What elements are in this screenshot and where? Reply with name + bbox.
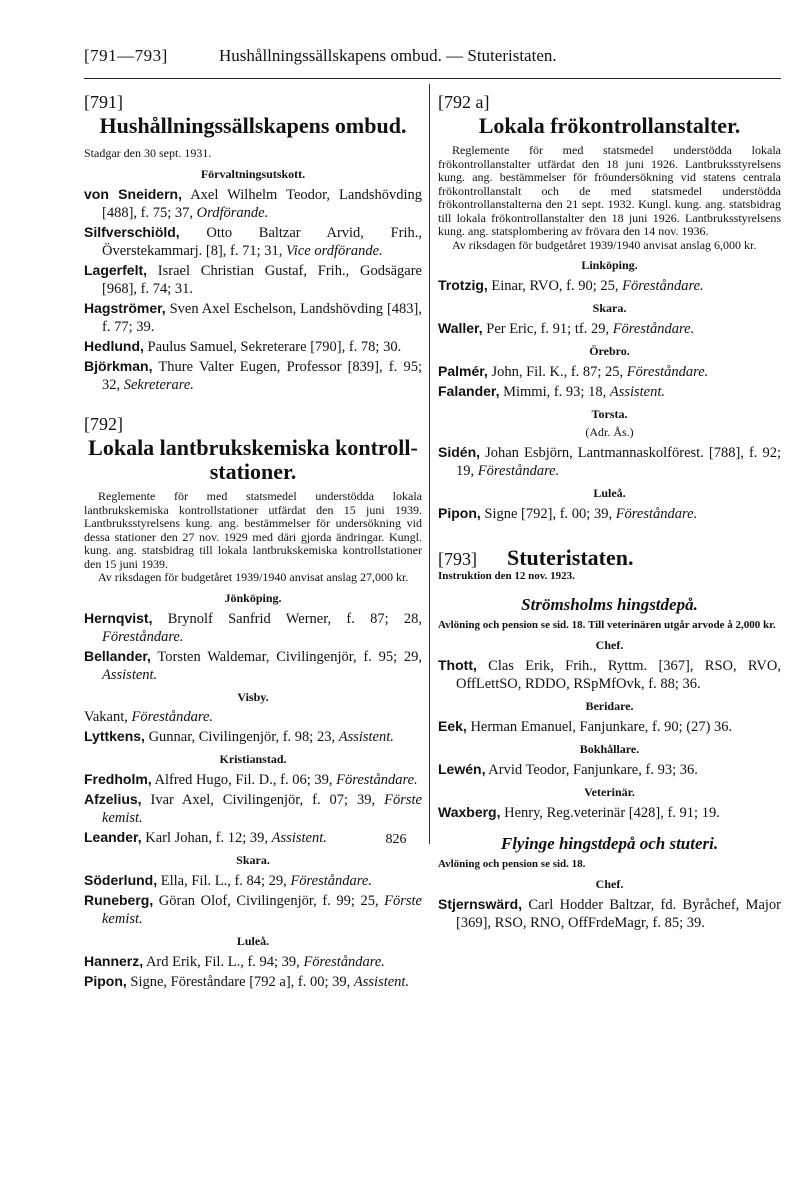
person-entry [84, 770, 422, 789]
person-details: Mimmi, f. 93; 18, [499, 384, 610, 400]
section-number-792: [792] [84, 414, 123, 434]
person-name: Björkman, [84, 358, 153, 374]
location-heading: Kristianstad. [219, 751, 287, 766]
person-name: Silfverschiöld, [84, 224, 180, 240]
person-entry [438, 504, 781, 523]
person-name: Söderlund, [84, 871, 158, 888]
section-title-792: Lokala lantbrukskemiska kontroll-stationer. [88, 435, 418, 484]
person-role: Vice ordförande. [286, 243, 383, 259]
person-name: Eek, [438, 718, 467, 734]
person-details: Israel Christian Gustaf, Frih., Godsägare [968], f. 74; 31. [102, 263, 422, 297]
column-divider [429, 84, 430, 844]
depa-title-stromsholm: Strömsholms hingstdepå. [521, 595, 698, 614]
person-name: von Sneidern, [84, 186, 182, 202]
location-heading: Beridare. [585, 699, 634, 713]
section-number-793: [793] [438, 549, 477, 569]
running-title: Hushållningssällskapens ombud. — Stuteristaten. [219, 46, 557, 65]
person-details: Carl Hodder Baltzar, fd. Byråchef, Major [369], RSO, RNO, OffFrdeMagr, f. 85; 39. [456, 897, 781, 931]
page-range: [791—793] [84, 46, 168, 65]
person-role: Föreståndare. [615, 506, 698, 522]
person-entry [438, 656, 781, 693]
person-entry [84, 609, 422, 646]
person-details: Johan Esbjörn, Lantmannaskolförest. [788], f. 92; 19, [456, 445, 781, 479]
person-role: Assistent. [102, 666, 158, 683]
page-number: 826 [385, 832, 407, 847]
person-entry [438, 276, 781, 295]
person-details: Ivar Axel, Civilingenjör, f. 07; 39, [141, 791, 385, 808]
person-details: John, Fil. K., f. 87; 25, [487, 364, 627, 380]
person-details: Karl Johan, f. 12; 39, [141, 829, 272, 846]
person-details: Axel Wilhelm Teodor, Landshövding [488], f. 75; 37, [102, 187, 422, 221]
person-entry [84, 727, 422, 746]
location-heading: Bokhållare. [579, 742, 640, 756]
person-entry [84, 299, 422, 336]
location-heading: Linköping. [581, 258, 638, 272]
person-name: Pipon, [438, 505, 481, 521]
person-entry [438, 717, 781, 736]
person-details: Torsten Waldemar, Civilingenjör, f. 95; 29, [150, 648, 422, 665]
person-role: Föreståndare. [131, 708, 214, 725]
anslag-792a: Av riksdagen för budgetåret 1939/1940 anvisat anslag 6,000 kr. [452, 237, 757, 252]
person-entry [438, 895, 781, 932]
person-details: Thure Valter Eugen, Professor [839], f. 95; 32, [102, 359, 422, 393]
person-details: Einar, RVO, f. 90; 25, [487, 278, 623, 294]
person-entry [84, 337, 422, 356]
intro-792-text: Reglemente för med statsmedel understödda lokala lantbrukskemiska kontrollstationer utfärdat den 15 juni 1939. Lantbruksstyrelsens kung. ang. bestämmelser för undersökning vid dessa stationer den 27 nov. 1929 med däri gjorda ändringar. Kungl. kung. ang. statsbidrag till lokala lantbrukskemiska kontrollstationer den 15 juni 1939. [84, 489, 422, 571]
person-role: Föreståndare. [290, 872, 372, 889]
person-name: Lewén, [438, 761, 486, 777]
location-heading: Luleå. [236, 933, 270, 948]
person-entry [84, 790, 422, 827]
depa-note-flyinge: Avlöning och pension se sid. 18. [438, 858, 586, 870]
person-role: Föreståndare. [626, 364, 709, 380]
person-details: Vakant, [84, 708, 132, 725]
right-column [438, 84, 781, 933]
person-details: Per Eric, f. 91; tf. 29, [482, 321, 613, 337]
person-role: Assistent. [271, 829, 327, 846]
entry-list-791 [84, 185, 422, 394]
station-list-792a [438, 258, 781, 523]
location-heading: Luleå. [593, 486, 626, 500]
depa-staff-flyinge [438, 877, 781, 932]
left-column [84, 84, 422, 992]
person-name: Hagströmer, [84, 300, 166, 316]
location-heading: Jönköping. [224, 590, 282, 605]
person-name: Hedlund, [84, 338, 144, 354]
heading-forvaltningsutskott: Förvaltningsutskott. [200, 167, 306, 181]
anslag-792: Av riksdagen för budgetåret 1939/1940 anvisat anslag 27,000 kr. [98, 570, 409, 584]
person-entry [84, 223, 422, 260]
location-heading: Chef. [595, 877, 624, 891]
intro-792 [84, 490, 422, 585]
stadgar-791: Stadgar den 30 sept. 1931. [84, 146, 212, 160]
person-entry [84, 972, 422, 991]
section-title-791: Hushållningssällskapens ombud. [99, 113, 407, 138]
running-header [84, 46, 781, 79]
person-entry [438, 319, 781, 338]
section-title-793: Stuteristaten. [507, 545, 634, 570]
person-name: Hannerz, [84, 952, 144, 969]
person-details: Arvid Teodor, Fanjunkare, f. 93; 36. [485, 762, 698, 778]
section-title-792a: Lokala frökontrollanstalter. [478, 113, 741, 138]
location-heading: Örebro. [589, 344, 630, 358]
person-details: Otto Baltzar Arvid, Frih., Överstekammarj. [8], f. 71; 31, [102, 225, 422, 259]
person-name: Falander, [438, 383, 500, 399]
person-role: Assistent. [353, 973, 410, 990]
person-entry [84, 185, 422, 222]
person-details: Brynolf Sanfrid Werner, f. 87; 28, [152, 610, 422, 627]
person-details: Paulus Samuel, Sekreterare [790], f. 78; 30. [143, 339, 402, 355]
person-details: Clas Erik, Frih., Ryttm. [367], RSO, RVO, OffLettSO, RDDO, RSpMfOvk, f. 88; 36. [456, 658, 781, 692]
person-role: Föreståndare. [622, 278, 704, 294]
person-details: Gunnar, Civilingenjör, f. 98; 23, [144, 728, 339, 745]
person-role: Ordförande. [196, 205, 269, 221]
section-number-792a: [792 a] [438, 92, 490, 112]
person-entry [438, 803, 781, 822]
person-name: Waller, [438, 320, 483, 336]
person-entry [84, 357, 422, 394]
location-heading: Skara. [236, 852, 270, 867]
location-address: (Adr. Ås.) [585, 425, 634, 439]
person-role: Föreståndare. [303, 953, 385, 970]
location-heading: Chef. [595, 638, 624, 652]
person-entry [84, 647, 422, 684]
person-role: Föreståndare. [336, 771, 418, 788]
person-role: Assistent. [609, 384, 666, 400]
person-name: Bellander, [84, 647, 151, 664]
person-details: Sven Axel Eschelson, Landshövding [483], f. 77; 39. [102, 301, 422, 335]
person-name: Hernqvist, [84, 609, 153, 626]
person-name: Thott, [438, 657, 477, 673]
location-heading: Visby. [237, 689, 269, 704]
intro-792a [438, 144, 781, 252]
person-role: Förste kemist. [102, 892, 422, 927]
person-entry [438, 382, 781, 401]
person-role: Förste kemist. [102, 791, 422, 826]
person-name: Palmér, [438, 363, 488, 379]
section-header-793 [438, 541, 781, 570]
instruktion-793: Instruktion den 12 nov. 1923. [438, 570, 575, 582]
person-name: Trotzig, [438, 277, 488, 293]
depa-staff-stromsholm [438, 638, 781, 822]
person-name: Runeberg, [84, 891, 154, 908]
person-name: Leander, [84, 828, 142, 845]
location-heading: Torsta. [591, 407, 628, 421]
person-details: Henry, Reg.veterinär [428], f. 91; 19. [500, 805, 720, 821]
person-name: Afzelius, [84, 790, 142, 807]
person-details: Göran Olof, Civilingenjör, f. 99; 25, [153, 892, 385, 909]
depa-title-flyinge: Flyinge hingstdepå och stuteri. [500, 834, 719, 853]
person-name: Lyttkens, [84, 727, 145, 744]
person-name: Pipon, [84, 972, 127, 989]
person-role: Föreståndare. [102, 628, 184, 645]
person-name: Sidén, [438, 444, 481, 460]
person-details: Herman Emanuel, Fanjunkare, f. 90; (27) 36. [466, 719, 733, 735]
person-entry [84, 891, 422, 928]
person-entry [84, 871, 422, 890]
person-details: Signe, Föreståndare [792 a], f. 00; 39, [126, 973, 354, 990]
person-role: Assistent. [338, 728, 394, 745]
person-details: Alfred Hugo, Fil. D., f. 06; 39, [151, 771, 337, 788]
person-name: Waxberg, [438, 804, 501, 820]
depa-note-stromsholm: Avlöning och pension se sid. 18. Till veterinären utgår arvode å 2,000 kr. [438, 619, 776, 631]
person-role: Föreståndare. [612, 321, 695, 337]
intro-792a-text: Reglemente för med statsmedel understödda lokala frökontrollanstalter utfärdat den 18 juni 1926. Lantbruksstyrelsens kung. ang. bestämmelser för fröundersökning vid statens centrala frökontrollanstalt och de med statsmedel understödda frökontrollanstalterna den 21 sept. 1932. Kungl. kung. ang. statsbidrag till lokala frökontrollanstalter den 18 juni 1926. Lantbruksstyrelsens kung. ang. statsplombering av frövara den 14 nov. 1936. [438, 143, 781, 238]
person-role: Sekreterare. [123, 377, 194, 393]
person-entry [438, 760, 781, 779]
location-heading: Skara. [592, 301, 627, 315]
person-name: Lagerfelt, [84, 262, 148, 278]
station-list-792 [84, 591, 422, 991]
person-details: Signe [792], f. 00; 39, [480, 506, 616, 522]
section-number-791: [791] [84, 92, 123, 112]
person-entry [438, 362, 781, 381]
person-entry [84, 708, 422, 726]
location-heading: Veterinär. [584, 785, 635, 799]
person-role: Föreståndare. [477, 463, 560, 479]
person-entry [84, 261, 422, 298]
person-entry [84, 952, 422, 971]
person-details: Ard Erik, Fil. L., f. 94; 39, [143, 953, 304, 970]
person-details: Ella, Fil. L., f. 84; 29, [157, 872, 291, 889]
person-name: Fredholm, [84, 770, 152, 787]
person-name: Stjernswärd, [438, 896, 523, 912]
person-entry [438, 443, 781, 480]
